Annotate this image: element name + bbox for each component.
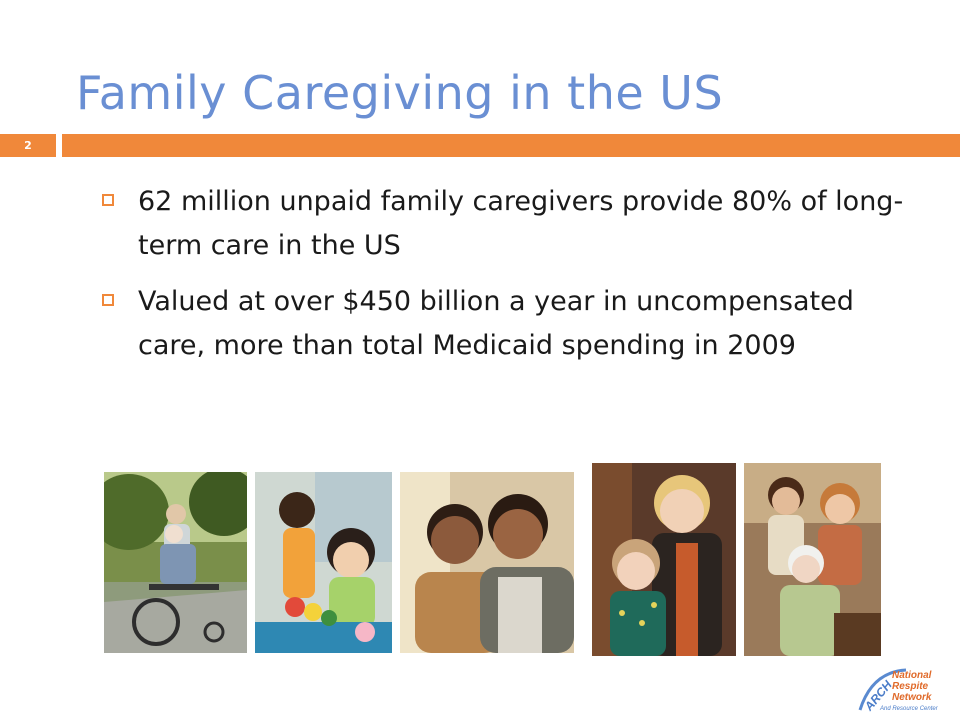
bullet-text: 62 million unpaid family caregivers provide 80% of long-term care in the US bbox=[138, 186, 904, 261]
slide-title: Family Caregiving in the US bbox=[76, 66, 724, 120]
bullet-square-icon bbox=[102, 294, 114, 306]
arch-logo bbox=[858, 664, 950, 714]
caregiver-wheelchair-photo bbox=[104, 472, 247, 653]
bullet-item bbox=[102, 280, 912, 368]
title-rule bbox=[62, 134, 960, 157]
bullet-square-icon bbox=[102, 194, 114, 206]
bullet-item bbox=[102, 180, 912, 268]
children-playing-photo bbox=[255, 472, 392, 653]
two-women-photo bbox=[400, 472, 574, 653]
logo-line3: Network bbox=[892, 692, 932, 703]
page-number: 2 bbox=[24, 139, 32, 152]
logo-line2: Respite bbox=[892, 681, 929, 692]
family-generations-photo bbox=[744, 463, 881, 656]
bullet-text: Valued at over $450 billion a year in uncompensated care, more than total Medicaid spending in 2009 bbox=[138, 286, 854, 361]
logo-line4: And Resource Center bbox=[880, 706, 938, 712]
page-number-badge bbox=[0, 134, 56, 157]
logo-line1: National bbox=[892, 670, 932, 681]
woman-and-child-photo bbox=[592, 463, 736, 656]
bullet-list bbox=[102, 180, 912, 380]
logo-mark: ARCH bbox=[861, 677, 895, 714]
